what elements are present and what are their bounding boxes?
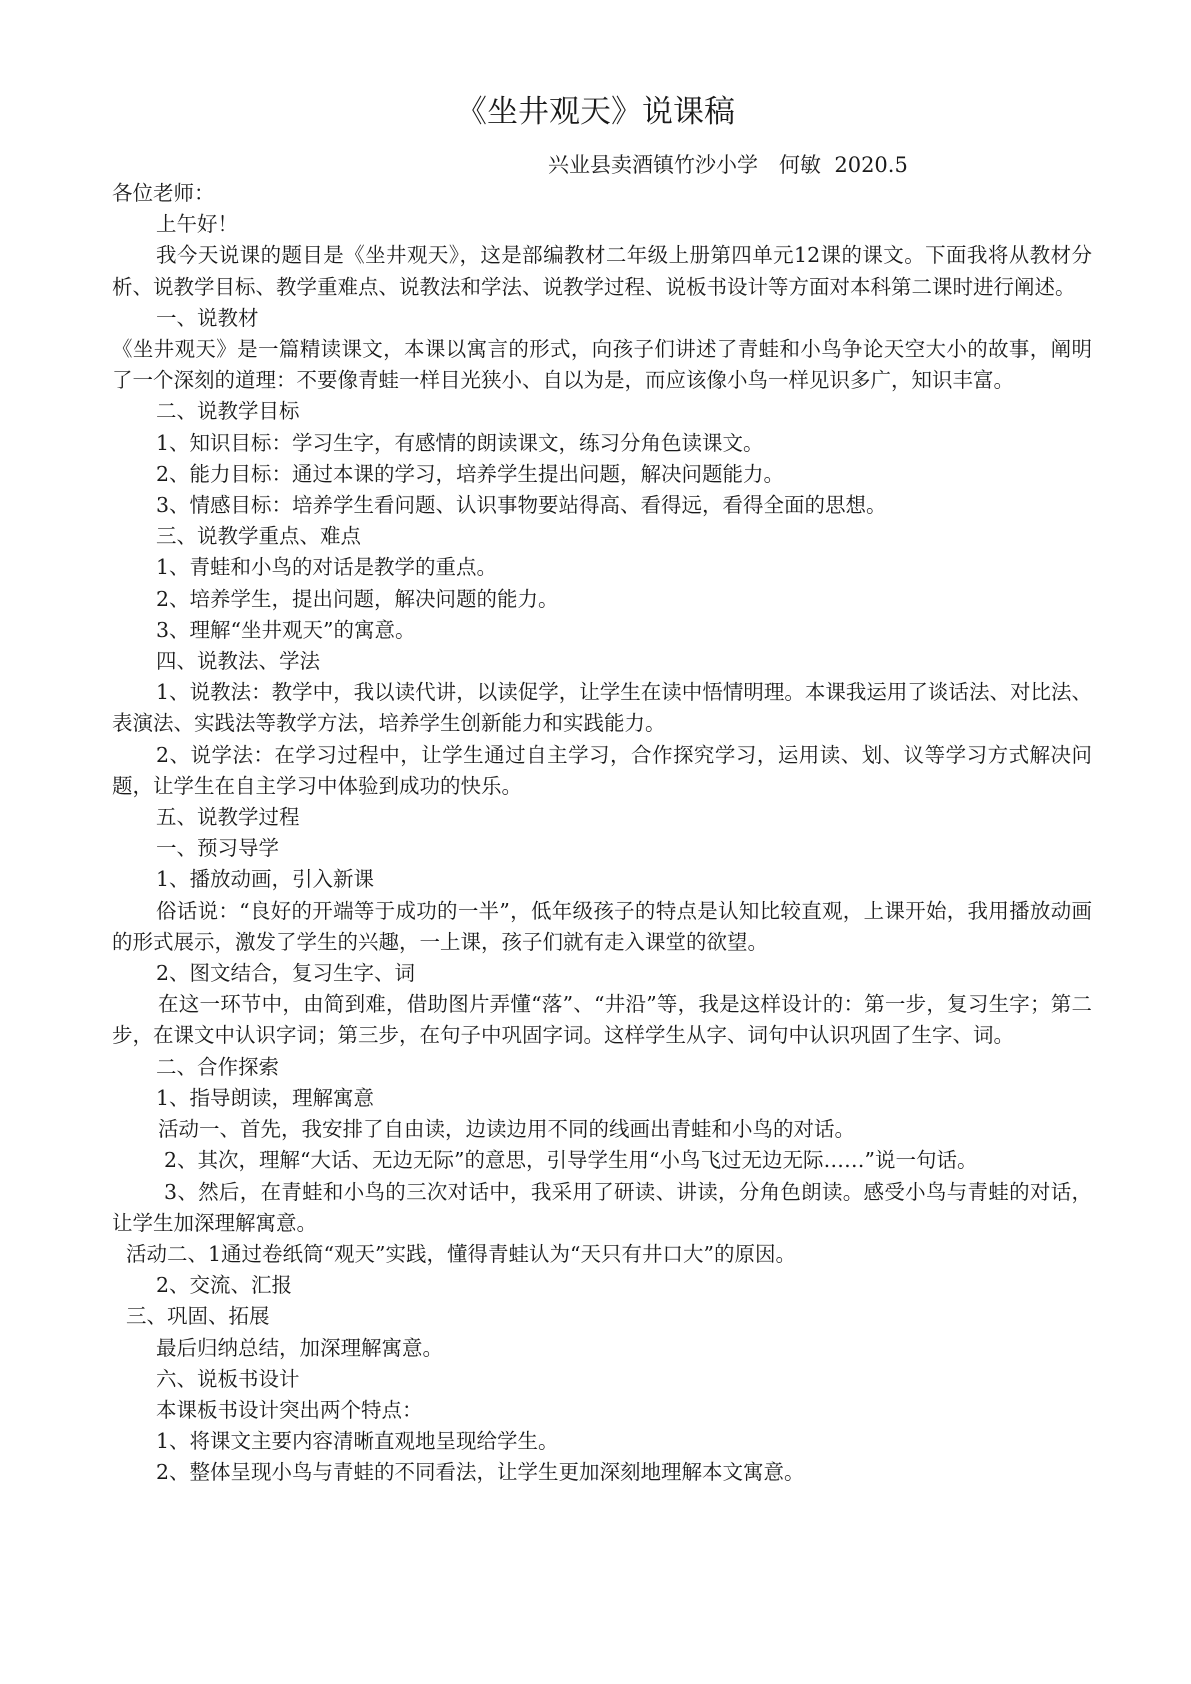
paragraph: 1、知识目标：学习生字，有感情的朗读课文，练习分角色读课文。 [156, 430, 764, 455]
document-body [112, 178, 1092, 1489]
paragraph: 2、能力目标：通过本课的学习，培养学生提出问题，解决问题能力。 [156, 461, 785, 486]
paragraph: 2、图文结合，复习生字、词 [156, 961, 416, 986]
paragraph: 四、说教法、学法 [156, 649, 320, 674]
paragraph: 一、预习导学 [156, 836, 279, 861]
paragraph: 俗话说：“良好的开端等于成功的一半”，低年级孩子的特点是认知比较直观，上课开始，我用播放动画的形式展示，激发了学生的兴趣，一上课，孩子们就有走入课堂的欲望。 [112, 898, 1092, 954]
paragraph: 2、整体呈现小鸟与青蛙的不同看法，让学生更加深刻地理解本文寓意。 [156, 1460, 805, 1485]
paragraph: 1、青蛙和小鸟的对话是教学的重点。 [156, 555, 498, 580]
paragraph: 六、说板书设计 [156, 1366, 300, 1391]
author-line: 兴业县卖酒镇竹沙小学 何敏 2020.5 [548, 153, 908, 177]
paragraph: 活动一、首先，我安排了自由读，边读边用不同的线画出青蛙和小鸟的对话。 [158, 1117, 855, 1142]
paragraph: 上午好！ [156, 212, 238, 237]
paragraph: 1、播放动画，引入新课 [156, 867, 375, 892]
paragraph: 本课板书设计突出两个特点： [156, 1397, 423, 1422]
paragraph: 三、说教学重点、难点 [156, 524, 361, 549]
paragraph: 五、说教学过程 [156, 805, 300, 830]
paragraph: 1、说教法：教学中，我以读代讲，以读促学，让学生在读中悟情明理。本课我运用了谈话法、对比法、表演法、实践法等教学方法，培养学生创新能力和实践能力。 [112, 680, 1092, 736]
document-title: 《坐井观天》说课稿 [456, 94, 735, 130]
paragraph: 1、指导朗读，理解寓意 [156, 1085, 375, 1110]
paragraph: 2、说学法：在学习过程中，让学生通过自主学习，合作探究学习，运用读、划、议等学习方式解决问题，让学生在自主学习中体验到成功的快乐。 [112, 742, 1092, 798]
paragraph: 3、情感目标：培养学生看问题、认识事物要站得高、看得远，看得全面的思想。 [156, 493, 887, 518]
paragraph: 一、说教材 [156, 305, 259, 330]
paragraph: 二、合作探索 [156, 1054, 279, 1079]
paragraph: 二、说教学目标 [156, 399, 300, 424]
paragraph: 2、其次，理解“大话、无边无际”的意思，引导学生用“小鸟飞过无边无际……”说一句话。 [164, 1148, 978, 1173]
paragraph: 2、培养学生，提出问题，解决问题的能力。 [156, 586, 559, 611]
paragraph: 3、然后，在青蛙和小鸟的三次对话中，我采用了研读、讲读，分角色朗读。感受小鸟与青蛙的对话，让学生加深理解寓意。 [112, 1179, 1092, 1235]
paragraph: 活动二、1通过卷纸筒“观天”实践，懂得青蛙认为“天只有井口大”的原因。 [126, 1241, 796, 1266]
paragraph: 2、交流、汇报 [156, 1273, 293, 1298]
paragraph: 《坐井观天》是一篇精读课文，本课以寓言的形式，向孩子们讲述了青蛙和小鸟争论天空大小的故事，阐明了一个深刻的道理：不要像青蛙一样目光狭小、自以为是，而应该像小鸟一样见识多广，知识丰富。 [112, 337, 1092, 393]
paragraph: 各位老师： [112, 181, 215, 205]
paragraph: 1、将课文主要内容清晰直观地呈现给学生。 [156, 1429, 559, 1454]
paragraph: 3、理解“坐井观天”的寓意。 [156, 617, 416, 642]
paragraph: 在这一环节中，由简到难，借助图片弄懂“落”、“井沿”等，我是这样设计的：第一步，复习生字；第二步，在课文中认识字词；第三步，在句子中巩固字词。这样学生从字、词句中认识巩固了生字、词。 [112, 992, 1092, 1048]
paragraph: 我今天说课的题目是《坐井观天》，这是部编教材二年级上册第四单元12课的课文。下面我将从教材分析、说教学目标、教学重难点、说教法和学法、说教学过程、说板书设计等方面对本科第二课时进行阐述。 [112, 243, 1092, 299]
paragraph: 最后归纳总结，加深理解寓意。 [156, 1335, 443, 1360]
paragraph: 三、巩固、拓展 [126, 1304, 270, 1329]
